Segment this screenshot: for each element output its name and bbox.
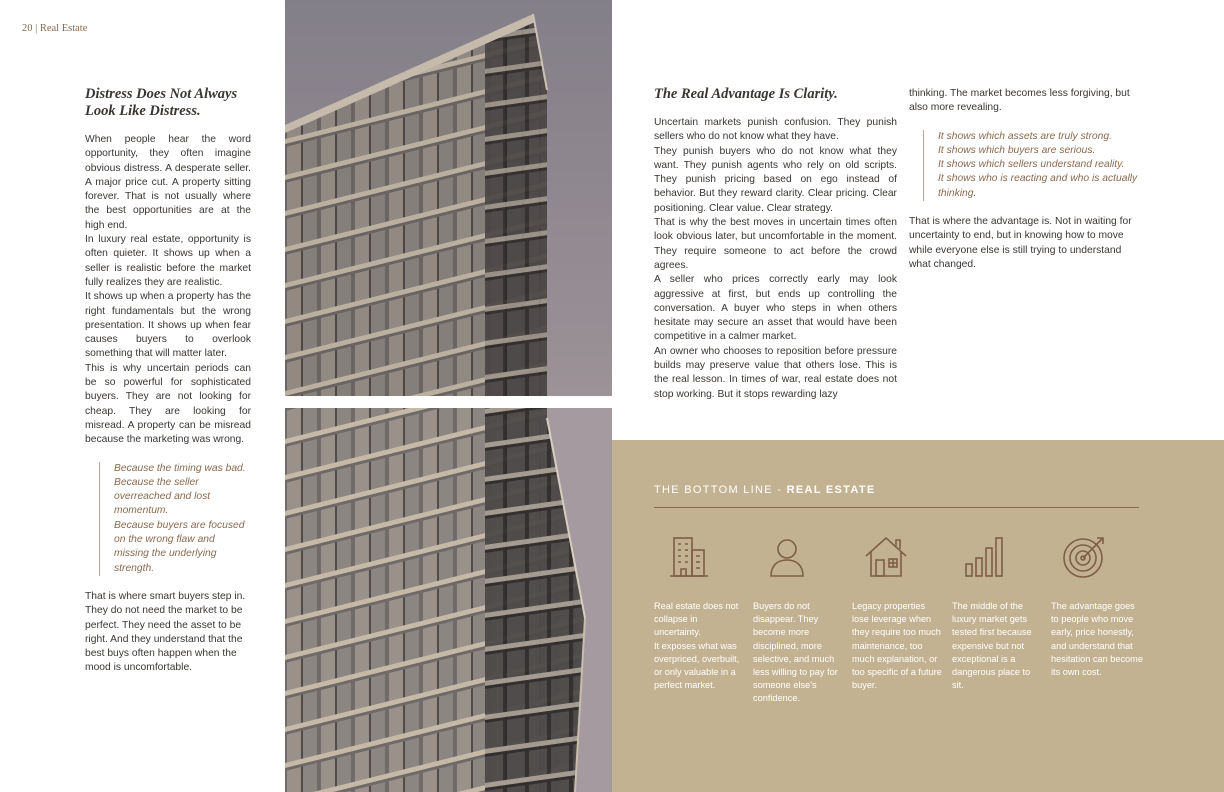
paragraph: They punish buyers who do not know what they want. They punish agents who rely on old scripts. They punish pricing based on ego instead of behavior. But they reward clarity. Clear pricing. Clear positioning. Clear value. Clear strategy.	[654, 145, 897, 214]
quote-line: It shows which buyers are serious.	[938, 144, 1096, 156]
quote-line: Because the timing was bad.	[114, 462, 246, 474]
pull-quote	[99, 462, 252, 576]
bottom-line-item	[753, 528, 845, 706]
paragraph: Uncertain markets punish confusion. They punish sellers who do not know what they have.	[654, 117, 897, 143]
paragraph: This is why uncertain periods can be so powerful for sophisticated buyers. They are not looking for cheap. They are looking for misread. A property can be misread because the marketing was wrong.	[85, 362, 251, 446]
paragraph: When people hear the word opportunity, they often imagine obvious distress. A desperate seller. A major price cut. A property sitting forever. That is not usually where the best opportunities are at the high end.	[85, 134, 251, 231]
bottom-line-text: The middle of the luxury market gets tested first because expensive but not exceptional is a dangerous place to sit.	[952, 601, 1032, 691]
article-column-1	[85, 86, 251, 676]
bottom-line-text: Legacy properties lose leverage when they require too much maintenance, too much explanation, or too specific of a future buyer.	[852, 601, 942, 691]
paragraph: That is why the best moves in uncertain times often look obvious later, but uncomfortable in the moment. They require someone to act before the crowd agrees.	[654, 217, 897, 271]
body-text	[654, 116, 897, 402]
paragraph: In luxury real estate, opportunity is often quieter. It shows up when a seller is realistic before the market fully realizes they are realistic.	[85, 234, 251, 288]
bottom-line-text: The advantage goes to people who move early, price honestly, and understand that hesitation can become its own cost.	[1051, 601, 1143, 678]
closing-paragraph: That is where smart buyers step in. They do not need the market to be perfect. They need the asset to be right. And they understand that the best buys often happen when the mood is uncomfortable.	[85, 590, 246, 674]
section-heading-clarity: The Real Advantage Is Clarity.	[654, 86, 838, 102]
body-text	[85, 133, 251, 448]
person-icon	[763, 528, 811, 584]
building-icon	[664, 528, 712, 584]
paragraph: An owner who chooses to reposition before pressure builds may preserve value that others lose. This is the real lesson. In times of war, real estate does not stop working. But it stops rewarding lazy	[654, 345, 897, 400]
quote-line: Because the seller overreached and lost momentum.	[114, 476, 211, 517]
bottom-line-item	[952, 528, 1044, 692]
bottom-line-item	[852, 528, 944, 692]
divider	[654, 507, 1139, 508]
house-icon	[862, 528, 910, 584]
bottom-line-text: Real estate does not collapse in uncertainty.	[654, 601, 739, 638]
building-photo-bottom	[285, 408, 612, 792]
paragraph: thinking. The market becomes less forgiving, but also more revealing.	[909, 88, 1130, 114]
bottom-line-text: It exposes what was overpriced, overbuilt, or only valuable in a perfect market.	[654, 640, 740, 691]
target-icon	[1061, 528, 1109, 584]
paragraph: A seller who prices correctly early may look aggressive at first, but ends up controlling the conversation. A buyer who steps in when others hesitate may secure an asset that would have been competitive in a calmer market.	[654, 274, 897, 343]
pull-quote	[923, 130, 1138, 201]
quote-line: It shows which sellers understand reality.	[938, 159, 1125, 171]
section-heading-distress: Distress Does Not Always Look Like Distress.	[85, 86, 238, 119]
article-column-2	[654, 86, 897, 402]
quote-line: It shows which assets are truly strong.	[938, 130, 1112, 142]
closing-paragraph: That is where the advantage is. Not in waiting for uncertainty to end, but in knowing how to move while everyone else is still trying to understand what changed.	[909, 216, 1132, 270]
page-number-left: 20 | Real Estate	[22, 23, 88, 34]
bar-chart-icon	[962, 528, 1010, 584]
bottom-line-panel	[612, 440, 1224, 792]
bottom-line-text: Buyers do not disappear. They become more disciplined, more selective, and much less willing to pay for someone else's confidence.	[753, 601, 838, 704]
quote-line: Because buyers are focused on the wrong flaw and missing the underlying strength.	[114, 519, 245, 574]
quote-line: It shows who is reacting and who is actually thinking.	[938, 173, 1138, 199]
building-photo-top	[285, 0, 612, 396]
bottom-line-item	[654, 528, 746, 692]
bottom-line-item	[1051, 528, 1143, 679]
bottom-line-title: THE BOTTOM LINE - REAL ESTATE	[654, 484, 876, 496]
article-column-3	[909, 87, 1140, 272]
paragraph: It shows up when a property has the right fundamentals but the wrong presentation. It shows up when fear causes buyers to overlook something that will matter later.	[85, 291, 251, 360]
